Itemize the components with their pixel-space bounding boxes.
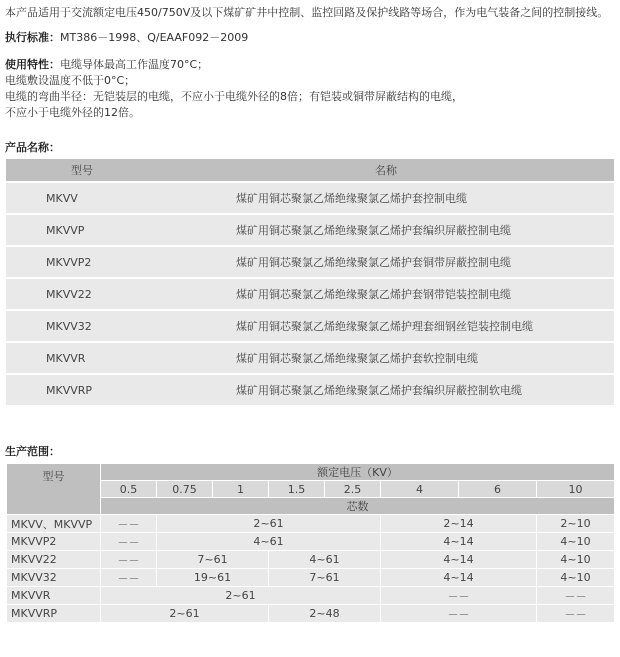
voltage-value: 6 xyxy=(459,481,537,498)
model-cell: MKVVP xyxy=(6,214,158,246)
intro-text: 本产品适用于交流额定电压450/750V及以下煤矿矿井中控制、监控回路及保护线路等场合，作为电气装备之间的控制接线。 xyxy=(5,6,609,19)
range-cell: 4~61 xyxy=(269,551,381,569)
range-cell: 4~10 xyxy=(537,551,615,569)
model-cell: MKVVP2 xyxy=(6,246,158,278)
model-cell: MKVVR xyxy=(6,342,158,374)
table-row xyxy=(7,587,615,605)
model-cell: MKVV22 xyxy=(6,278,158,310)
standard-value: MT386－1998、Q/EAAF092－2009 xyxy=(60,31,249,44)
model-cell: MKVV32 xyxy=(7,569,101,587)
table-row xyxy=(6,374,614,406)
range-cell: 2~10 xyxy=(537,515,615,533)
standard-line xyxy=(5,31,248,45)
model-cell: MKVV32 xyxy=(6,310,158,342)
model-cell: MKVV xyxy=(6,182,158,214)
range-cell: －－ xyxy=(537,605,615,623)
voltage-value: 4 xyxy=(381,481,459,498)
range-cell: －－ xyxy=(101,533,157,551)
range-cell: 4~10 xyxy=(537,569,615,587)
features-line-2: 电缆敷设温度不低于0°C； xyxy=(5,74,136,87)
table-row xyxy=(6,278,614,310)
name-cell: 煤矿用铜芯聚氯乙烯绝缘聚氯乙烯护套编织屏蔽控制软电缆 xyxy=(158,374,614,406)
model-cell: MKVVRP xyxy=(7,605,101,623)
table-row xyxy=(6,310,614,342)
features-text: 电缆导体最高工作温度70°C； xyxy=(60,58,209,71)
voltage-value: 2.5 xyxy=(325,481,381,498)
voltage-header: 额定电压（KV） xyxy=(101,464,615,481)
range-cell: －－ xyxy=(101,569,157,587)
range-cell: 2~48 xyxy=(269,605,381,623)
range-cell: 4~14 xyxy=(381,533,537,551)
range-cell: －－ xyxy=(381,605,537,623)
model-cell: MKVV22 xyxy=(7,551,101,569)
features-line-1 xyxy=(5,58,208,72)
features-line-4: 不应小于电缆外径的12倍。 xyxy=(5,106,140,119)
table-row xyxy=(6,342,614,374)
table-row xyxy=(6,182,614,214)
name-cell: 煤矿用铜芯聚氯乙烯绝缘聚氯乙烯护套钢带铠装控制电缆 xyxy=(158,278,614,310)
voltage-value: 0.5 xyxy=(101,481,157,498)
name-cell: 煤矿用铜芯聚氯乙烯绝缘聚氯乙烯护套控制电缆 xyxy=(158,182,614,214)
range-cell: －－ xyxy=(537,587,615,605)
range-cell: 4~61 xyxy=(157,533,381,551)
name-cell: 煤矿用铜芯聚氯乙烯绝缘聚氯乙烯护套铜带屏蔽控制电缆 xyxy=(158,246,614,278)
range-cell: 7~61 xyxy=(157,551,269,569)
production-range-title: 生产范围： xyxy=(5,445,60,458)
standard-label: 执行标准： xyxy=(5,31,60,44)
table-row xyxy=(7,533,615,551)
voltage-value: 1.5 xyxy=(269,481,325,498)
range-cell: 4~10 xyxy=(537,533,615,551)
range-cell: 19~61 xyxy=(157,569,269,587)
table-row xyxy=(6,246,614,278)
model-cell: MKVV、MKVVP xyxy=(7,515,101,533)
model-cell: MKVVR xyxy=(7,587,101,605)
range-cell: －－ xyxy=(101,551,157,569)
product-names-title: 产品名称： xyxy=(5,141,60,154)
voltage-value: 1 xyxy=(213,481,269,498)
table-row xyxy=(7,605,615,623)
range-cell: 2~61 xyxy=(101,587,381,605)
features-label: 使用特性： xyxy=(5,58,60,71)
model-cell: MKVVRP xyxy=(6,374,158,406)
range-header-row-1 xyxy=(7,464,615,481)
range-cell: 2~61 xyxy=(157,515,381,533)
range-cell: －－ xyxy=(101,515,157,533)
name-cell: 煤矿用铜芯聚氯乙烯绝缘聚氯乙烯护套软控制电缆 xyxy=(158,342,614,374)
range-cell: 2~14 xyxy=(381,515,537,533)
name-cell: 煤矿用铜芯聚氯乙烯绝缘聚氯乙烯护理套细钢丝铠装控制电缆 xyxy=(158,310,614,342)
table-header-row xyxy=(6,159,614,182)
range-cell: 4~14 xyxy=(381,569,537,587)
column-header-model: 型号 xyxy=(7,464,101,515)
cores-header: 芯数 xyxy=(101,498,615,515)
range-cell: 4~14 xyxy=(381,551,537,569)
table-row xyxy=(6,214,614,246)
production-range-table xyxy=(6,463,615,623)
voltage-value: 10 xyxy=(537,481,615,498)
range-cell: 7~61 xyxy=(269,569,381,587)
table-row xyxy=(7,515,615,533)
table-row xyxy=(7,569,615,587)
column-header-name: 名称 xyxy=(158,159,614,182)
features-line-3: 电缆的弯曲半径：无铠装层的电缆，不应小于电缆外径的8倍；有铠装或铜带屏蔽结构的电缆， xyxy=(5,90,463,103)
voltage-value: 0.75 xyxy=(157,481,213,498)
table-row xyxy=(7,551,615,569)
name-cell: 煤矿用铜芯聚氯乙烯绝缘聚氯乙烯护套编织屏蔽控制电缆 xyxy=(158,214,614,246)
product-names-table xyxy=(6,159,614,407)
range-cell: －－ xyxy=(381,587,537,605)
model-cell: MKVVP2 xyxy=(7,533,101,551)
range-cell: 2~61 xyxy=(101,605,269,623)
column-header-model: 型号 xyxy=(6,159,158,182)
